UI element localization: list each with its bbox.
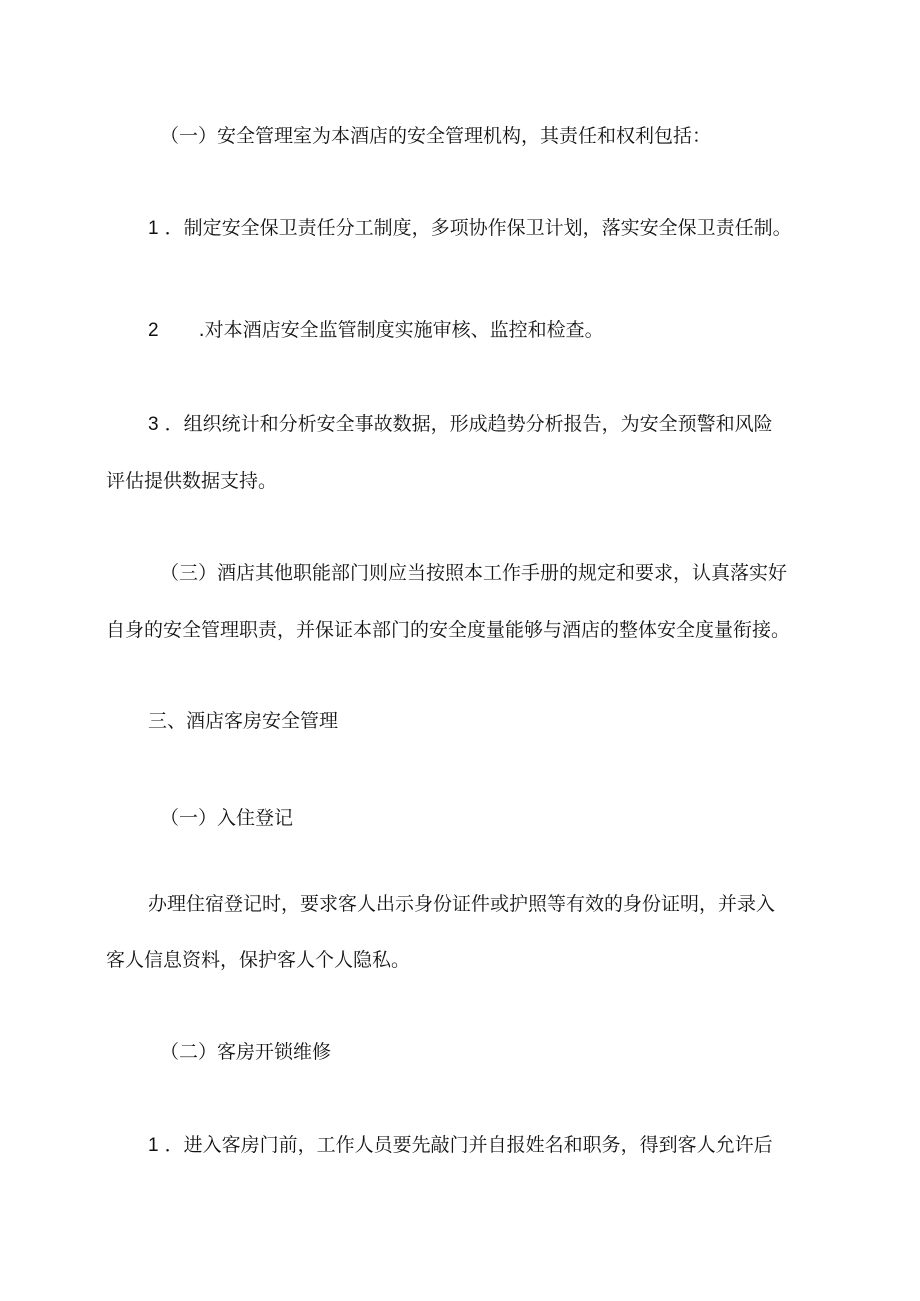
paragraph-3: 2 .对本酒店安全监管制度实施审核、监控和检查。 — [148, 319, 604, 341]
paragraph-4: 3 ．组织统计和分析安全事故数据，形成趋势分析报告，为安全预警和风险 — [148, 413, 773, 435]
paragraph-5-continued: 自身的安全管理职责，并保证本部门的安全度量能够与酒店的整体安全度量衔接。 — [106, 619, 791, 641]
paragraph-6: 办理住宿登记时，要求客人出示身份证件或护照等有效的身份证明，并录入 — [148, 893, 776, 915]
paragraph-6-continued: 客人信息资料，保护客人个人隐私。 — [106, 949, 411, 971]
section-heading: 三、酒店客房安全管理 — [148, 710, 339, 732]
paragraph-7: 1 ．进入客房门前，工作人员要先敲门并自报姓名和职务，得到客人允许后 — [148, 1134, 773, 1156]
subsection-heading-2: （二）客房开锁维修 — [160, 1041, 332, 1063]
paragraph-5: （三）酒店其他职能部门则应当按照本工作手册的规定和要求，认真落实好 — [160, 562, 788, 584]
paragraph-4-continued: 评估提供数据支持。 — [106, 470, 278, 492]
subsection-heading-1: （一）入住登记 — [160, 807, 294, 829]
paragraph-2: 1 ．制定安全保卫责任分工制度，多项协作保卫计划，落实安全保卫责任制。 — [148, 217, 792, 239]
paragraph-1: （一）安全管理室为本酒店的安全管理机构，其责任和权利包括： — [160, 125, 712, 147]
